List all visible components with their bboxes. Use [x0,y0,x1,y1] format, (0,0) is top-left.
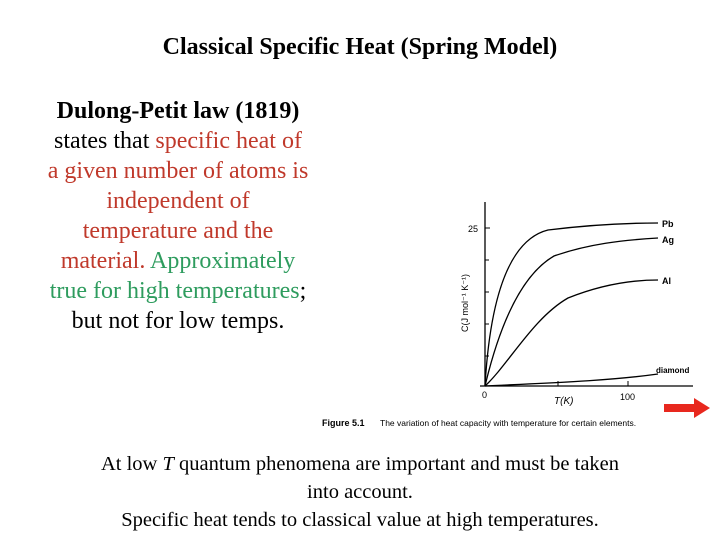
heat-capacity-figure [318,190,718,435]
x-tick-100: 100 [620,392,636,402]
figure-caption-label: Figure 5.1 [322,418,365,428]
bottom-text [20,450,700,534]
bottom-line-1: At low T quantum phenomena are important and must be taken [100,453,620,475]
al-curve [485,280,658,386]
bottom-line-2: into account. [307,481,413,503]
y-tick-25: 25 [468,224,479,234]
x-axis-label: T(K) [554,396,574,407]
diamond-label: diamond [656,366,690,375]
next-arrow-icon[interactable] [664,398,710,423]
diamond-curve [485,374,658,386]
x-tick-0: 0 [482,390,488,400]
text-line-7: true for high temperatures; [49,278,307,304]
ag-curve [485,238,658,386]
text-line-4: independent of [106,188,250,214]
dulong-petit-heading: Dulong-Petit law (1819) [56,98,300,124]
ag-label: Ag [662,235,674,245]
al-label: Al [662,276,671,286]
text-line-5: temperature and the [82,218,274,244]
text-line-2: states that specific heat of [54,128,302,154]
text-line-3: a given number of atoms is [47,158,309,184]
bottom-line-3: Specific heat tends to classical value at high temperatures. [121,509,599,531]
figure-caption-text: The variation of heat capacity with temperature for certain elements. [380,418,637,428]
heat-capacity-plot [318,190,718,435]
text-line-8: but not for low temps. [71,308,285,334]
pb-label: Pb [662,219,674,229]
y-axis-label: C(J mol⁻¹ K⁻¹) [460,274,470,332]
pb-curve [485,223,658,386]
text-line-6: material. Approximately [60,248,296,274]
dulong-petit-text [18,96,338,336]
slide-title: Classical Specific Heat (Spring Model) [162,34,558,60]
